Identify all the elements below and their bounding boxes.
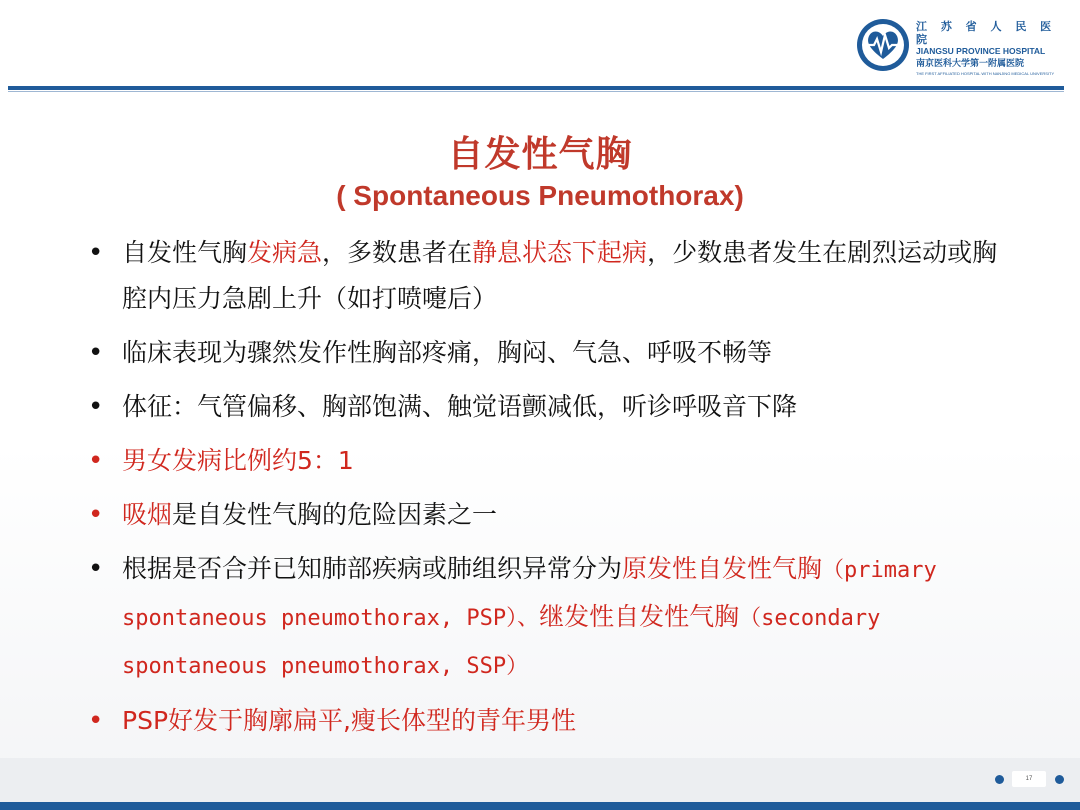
page-number: 17 — [1012, 771, 1046, 787]
bullet-dot: • — [88, 238, 104, 268]
bullet-dot: • — [88, 554, 104, 584]
bullet-highlight: （primary spontaneous pneumothorax, PSP）、 — [122, 558, 937, 631]
bullet-highlight: 原发性自发性气胸 — [622, 554, 823, 583]
header-divider-thin — [8, 91, 1064, 92]
bullet-item — [88, 698, 1008, 744]
bullet-highlight: （secondary spontaneous pneumothorax, SSP） — [122, 606, 881, 679]
bullet-dot: • — [88, 500, 104, 530]
header-divider — [8, 86, 1064, 90]
bullet-dot: • — [88, 392, 104, 422]
bullet-text: 男女发病比例约5：1 — [122, 446, 354, 475]
bullet-text: 是自发性气胸的危险因素之一 — [172, 500, 498, 529]
bullet-text: 体征：气管偏移、胸部饱满、触觉语颤减低，听诊呼吸音下降 — [122, 392, 798, 421]
bullet-item — [88, 546, 1008, 690]
bullet-text: 自发性气胸 — [122, 238, 248, 267]
bullet-item — [88, 330, 1008, 376]
bullet-dot: • — [88, 706, 104, 736]
bullet-text: 根据是否合并已知肺部疾病或肺组织异常分为 — [122, 554, 623, 583]
logo-name-cn: 江 苏 省 人 民 医 院 — [916, 20, 1057, 46]
footer-dot-icon — [995, 775, 1004, 784]
bullet-highlight: 继发性自发性气胸 — [539, 602, 740, 631]
hospital-logo — [856, 18, 1066, 74]
bullet-dot: • — [88, 446, 104, 476]
bullet-highlight: 静息状态下起病 — [472, 238, 648, 267]
footer-band — [0, 758, 1080, 802]
bullet-item — [88, 492, 1008, 538]
bullet-item — [88, 438, 1008, 484]
bullet-text: ，少数患者发生在剧烈运动或胸腔内压力急剧上升（如打喷嚏后） — [122, 238, 998, 313]
bullet-text: ，多数患者在 — [322, 238, 473, 267]
hospital-heart-emblem-icon — [856, 18, 910, 72]
bullet-text: 临床表现为骤然发作性胸部疼痛，胸闷、气急、呼吸不畅等 — [122, 338, 773, 367]
logo-name-en: JIANGSU PROVINCE HOSPITAL — [916, 46, 1046, 56]
bullet-dot: • — [88, 338, 104, 368]
footer-divider — [0, 802, 1080, 810]
slide-title: 自发性气胸 — [447, 134, 633, 175]
bullet-highlight: 发病急 — [247, 238, 323, 267]
slide-subtitle: ( Spontaneous Pneumothorax) — [336, 180, 744, 211]
bullet-text: PSP好发于胸廓扁平,瘦长体型的青年男性 — [122, 706, 576, 735]
bullet-highlight: 吸烟 — [122, 500, 173, 529]
bullet-list — [88, 230, 1008, 744]
footer-dot-icon — [1055, 775, 1064, 784]
bullet-item — [88, 230, 1008, 322]
logo-affiliation-en: THE FIRST AFFILIATED HOSPITAL WITH NANJING MEDICAL UNIVERSITY — [916, 71, 1055, 76]
logo-affiliation-cn: 南京医科大学第一附属医院 — [916, 59, 1025, 69]
bullet-item — [88, 384, 1008, 430]
